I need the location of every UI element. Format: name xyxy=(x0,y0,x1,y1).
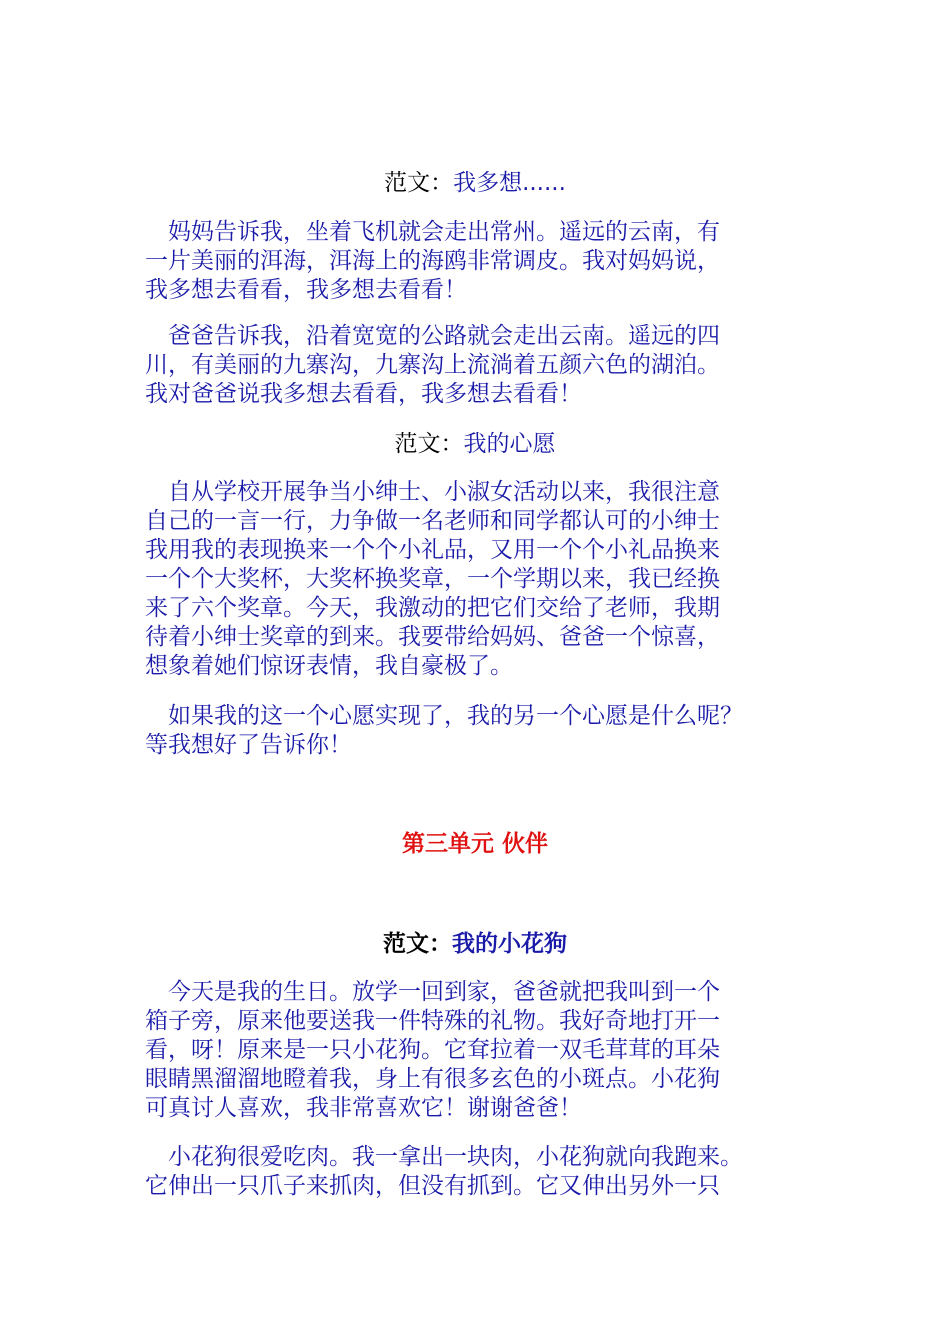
paragraph xyxy=(145,978,835,1123)
heading-label: 范文： xyxy=(394,431,464,457)
text-line: 川，有美丽的九寨沟，九寨沟上流淌着五颜六色的湖泊。 xyxy=(145,352,720,378)
heading-title: 我多想...... xyxy=(453,170,566,196)
text-line: 它伸出一只爪子来抓肉，但没有抓到。它又伸出另外一只 xyxy=(145,1173,720,1199)
text-line: 看，呀！原来是一只小花狗。它耷拉着一双毛茸茸的耳朵 xyxy=(145,1037,720,1063)
text-line: 妈妈告诉我，坐着飞机就会走出常州。遥远的云南，有 xyxy=(145,219,720,245)
text-line: 想象着她们惊讶表情，我自豪极了。 xyxy=(145,653,513,679)
section-heading-2 xyxy=(0,429,950,459)
text-line: 一个个大奖杯，大奖杯换奖章，一个学期以来，我已经换 xyxy=(145,566,720,592)
text-line: 待着小绅士奖章的到来。我要带给妈妈、爸爸一个惊喜， xyxy=(145,624,720,650)
text-line: 自从学校开展争当小绅士、小淑女活动以来，我很注意 xyxy=(145,479,720,505)
text-line: 如果我的这一个心愿实现了，我的另一个心愿是什么呢？ xyxy=(145,703,743,729)
section-heading-3 xyxy=(0,929,950,959)
text-line: 一片美丽的洱海，洱海上的海鸥非常调皮。我对妈妈说， xyxy=(145,248,720,274)
text-line: 可真讨人喜欢，我非常喜欢它！谢谢爸爸！ xyxy=(145,1095,582,1121)
heading-label: 范文： xyxy=(384,170,454,196)
text-line: 我用我的表现换来一个个小礼品，又用一个个小礼品换来 xyxy=(145,537,720,563)
text-line: 小花狗很爱吃肉。我一拿出一块肉，小花狗就向我跑来。 xyxy=(145,1144,743,1170)
paragraph xyxy=(145,478,835,681)
heading-title: 我的小花狗 xyxy=(452,931,567,957)
text-line: 我对爸爸说我多想去看看，我多想去看看！ xyxy=(145,381,582,407)
paragraph xyxy=(145,322,835,409)
text-line: 今天是我的生日。放学一回到家，爸爸就把我叫到一个 xyxy=(145,979,720,1005)
text-line: 爸爸告诉我，沿着宽宽的公路就会走出云南。遥远的四 xyxy=(145,323,720,349)
paragraph xyxy=(145,1143,835,1201)
text-line: 箱子旁，原来他要送我一件特殊的礼物。我好奇地打开一 xyxy=(145,1008,720,1034)
section-heading-1 xyxy=(0,168,950,198)
text-line: 自己的一言一行，力争做一名老师和同学都认可的小绅士 xyxy=(145,508,720,534)
text-line: 眼睛黑溜溜地瞪着我，身上有很多玄色的小斑点。小花狗 xyxy=(145,1066,720,1092)
text-line: 等我想好了告诉你！ xyxy=(145,732,352,758)
paragraph xyxy=(145,702,835,760)
paragraph xyxy=(145,218,835,305)
heading-title: 我的心愿 xyxy=(463,431,556,457)
text-line: 我多想去看看，我多想去看看！ xyxy=(145,277,467,303)
heading-label: 范文： xyxy=(383,931,452,957)
unit-title: 第三单元 伙伴 xyxy=(401,831,548,857)
text-line: 来了六个奖章。今天，我激动的把它们交给了老师，我期 xyxy=(145,595,720,621)
